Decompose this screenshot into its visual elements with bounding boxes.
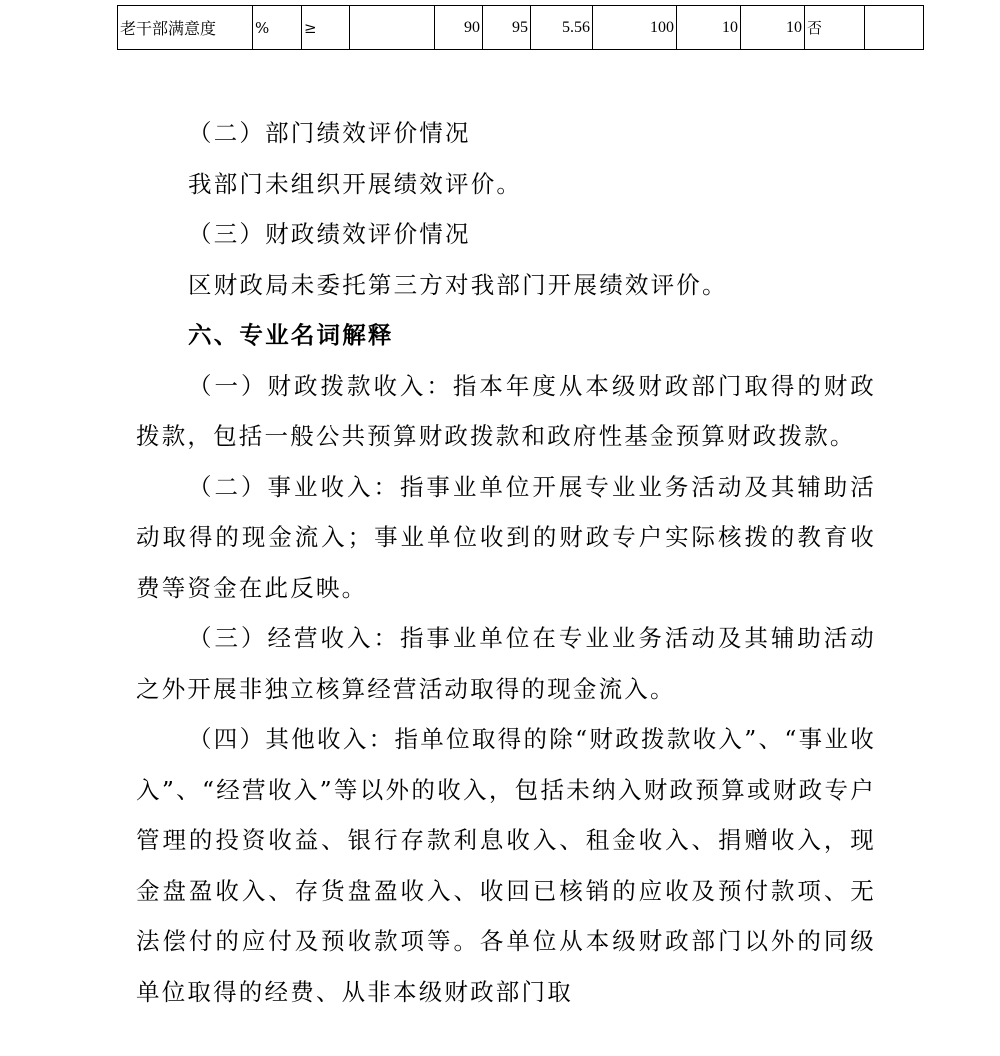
completion-cell: 100 [593, 6, 677, 50]
unit-cell: % [253, 6, 302, 50]
actual-value-cell: 95 [483, 6, 531, 50]
score-cell: 10 [741, 6, 805, 50]
operator-cell: ≥ [302, 6, 350, 50]
term-label: （二）事业收入： [188, 472, 400, 501]
indicator-name-cell: 老干部满意度 [118, 6, 253, 50]
weight-cell: 10 [677, 6, 741, 50]
term-label: （四）其他收入： [188, 725, 395, 753]
term-definition: 指本年度从本级财政部门取得的财政拨款，包括一般公共预算财政拨款和政府性基金预算财政拨款。 [136, 371, 876, 450]
term-definition: 指事业单位在专业业务活动及其辅助活动之外开展非独立核算经营活动取得的现金流入。 [136, 624, 876, 703]
term-definition: 指单位取得的除“财政拨款收入”、“事业收入”、“经营收入”等以外的收入，包括未纳入财政预算或财政专户管理的投资收益、银行存款利息收入、租金收入、捐赠收入，现金盘盈收入、存货盘盈收入、收回已核销的应收及预付款项、无法偿付的应付及预收款项等。各单位从本级财政部门以外的同级单位取得的经费、从非本级财政部门取 [136, 725, 876, 1006]
section-body-dept-evaluation: 我部门未组织开展绩效评价。 [188, 169, 523, 198]
target-value-cell: 90 [435, 6, 483, 50]
chapter-heading-glossary: 六、专业名词解释 [188, 321, 394, 349]
performance-indicator-table [117, 5, 924, 50]
term-label: （三）经营收入： [188, 624, 400, 652]
table-row [118, 6, 924, 50]
section-heading-dept-evaluation: （二）部门绩效评价情况 [188, 119, 471, 147]
term-paragraph [136, 714, 876, 1017]
blank-value-cell [350, 6, 435, 50]
flag-cell: 否 [805, 6, 865, 50]
term-paragraph [136, 462, 876, 614]
remark-cell [865, 6, 924, 50]
performance-table-fragment [117, 5, 924, 50]
document-body [136, 108, 876, 1017]
term-definition: 指事业单位开展专业业务活动及其辅助活动取得的现金流入；事业单位收到的财政专户实际核拨的教育收费等资金在此反映。 [136, 472, 876, 602]
term-label: （一）财政拨款收入： [188, 371, 453, 400]
section-body-finance-evaluation: 区财政局未委托第三方对我部门开展绩效评价。 [188, 270, 728, 299]
section-heading-finance-evaluation: （三）财政绩效评价情况 [188, 220, 471, 248]
term-paragraph [136, 361, 876, 462]
value-cell: 5.56 [531, 6, 593, 50]
term-paragraph [136, 613, 876, 714]
